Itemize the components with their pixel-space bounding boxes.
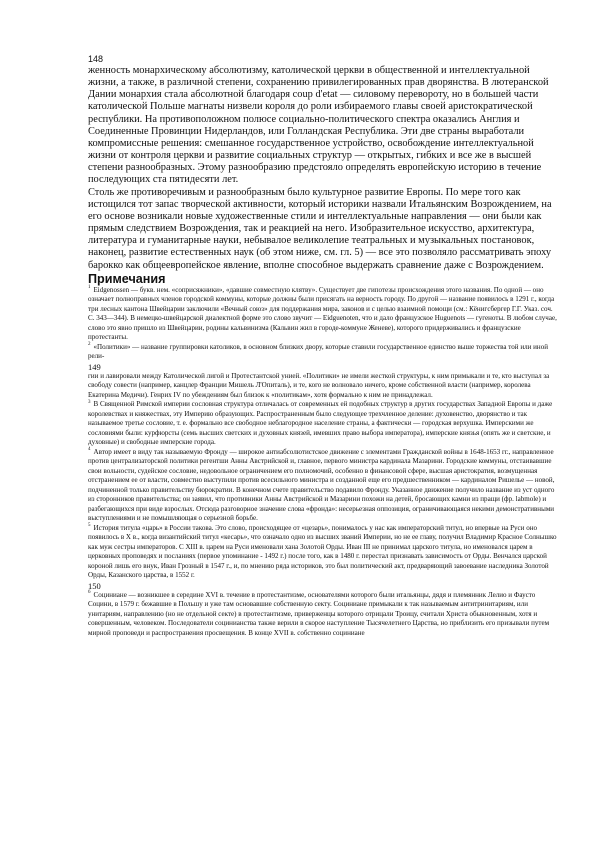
footnote-6: [88, 591, 560, 639]
footnote-2: [88, 343, 560, 362]
document-page: [88, 54, 560, 638]
footnote-text: История титула «царь» в России такова. Это слово, происходящее от «цезарь», понималось у нас как императорский титул, но впервые на Руси оно появилось в X в., когда византийский титул «кесарь», что означало одно из высших званий Империи, но не ее главу, получил Владимир Красное Солнышко как муж сестры императоров. С XIII в. царем на Руси именовали хана Золотой Орды. Иван III не принимал царского титула, но именовался царем в церковных проповедях и посланиях (первое упоминание - 1492 г.) после того, как в 1480 г. перестал признавать зависимость от Орды. Венчался царской короной лишь его внук, Иван Грозный в 1547 г., и, по мнению ряда историков, это был политический акт, предваряющий завоевание наследника Золотой Орды, Казанского царства, в 1552 г.: [88, 523, 557, 580]
page-number: 148: [88, 54, 104, 64]
footnote-marker: 4: [88, 447, 91, 453]
footnote-marker: 6: [88, 590, 91, 596]
footnote-4: [88, 448, 560, 524]
notes-section: [88, 286, 560, 639]
footnote-marker: 3: [88, 399, 91, 405]
footnote-5: [88, 524, 560, 581]
notes-heading: Примечания: [88, 271, 166, 286]
footnote-marker: 2: [88, 342, 91, 348]
footnote-text: Автор имеет в виду так называемую Фронду — широкое антиабсолютистское движение с элементами Гражданской войны в 1648-1653 гг., направленное против централизаторской политики регентши Анны Австрийской и, главное, первого министра кардинала Мазарини. Городские коммуны, отстаивавшие свои вольности, судейское сословие, недовольное ограничением его полномочий, особенно в финансовой сфере, высшая аристократия, возмущенная отстранением ее от власти, совместно выступили против всесильного министра и созданной еще его предшественником — кардиналом Ришелье — новой, подчиненной только правительству бюрократии. В конечном счете правительство подавило Фронду. Указанное движение получило название из уст одного из сторонников правительства; он заявил, что противники Анны Австрийской и Мазарини похожи на детей, бросающих камни из пращи (фр. labmole) и разбегающихся при виде взрослых. Отсюда разговорное значение слова «фронда»: несерьезная оппозиция, ограничивающаяся некими демонстративными выступлениями и не помышляющая о серьезной борьбе.: [88, 447, 555, 523]
footnote-text: Социниане — возникшее в середине XVI в. течение в протестантизме, основателями которого были итальянцы, дядя и племянник Лелио и Фаусто Социни, в 1579 г. бежавшие в Польшу и уже там основавшие собственную секту. Социниане примыкали к так называемым антитринитариям, или унитариям, направлению (но не отдельной секте) в протестантизме, приверженцы которого отрицали Троицу, считали Христа обыкновенным, хотя и совершенным, человеком. Последователи социнианства также верили в скорое наступление Тысячелетнего Царства, но приблизить его призывали путем мирной проповеди и распространения просвещения. В конце XVII в. собственно социниане: [88, 590, 550, 637]
page-number: 150: [88, 580, 101, 591]
footnote-1: [88, 286, 560, 343]
page-number: 149: [88, 361, 101, 372]
footnote-text: «Политики» — название группировки католиков, в основном близких двору, которые ставили государственное единство выше торжества той или иной рели-: [88, 342, 548, 361]
footnote-text: В Священной Римской империи сословная структура отличалась от современных ей подобных структур в других государствах Западной Европы и даже королевствах и княжествах, эту Империю образующих. Распространенным было следующее трехчленное деление: духовенство, дворянство и так называемое третье сословие, т. е. формально все свободное неблагородное население страны, а фактически — городская верхушка. Имперскими же сословиями были: курфюрсты (семь высших светских и духовных князей, имевших право выбора императора), имперские князья (опять же и светские, и духовные) и свободные имперские города.: [88, 400, 553, 447]
main-text: [88, 65, 560, 272]
footnote-marker: 1: [88, 285, 91, 291]
footnote-3: [88, 400, 560, 448]
footnote-2-continued: гии и лавировали между Католической лигой и Протестантской унией. «Политики» не имели жесткой структуры, к ним примыкали и те, кто выступал за свободу совести (например, канцлер Франции Мишель Л'Опиталь), и те, кого не волновало ничего, кроме собственной власти (например, королева Екатерина Медичи). Генрих IV по убеждениям был близок к «политикам», хотя формально к ним не принадлежал.: [88, 371, 550, 399]
main-paragraph: женность монархическому абсолютизму, католической церкви в общественной и интеллектуальной жизни, а также, в различной степени, сохранению привилегированных прав дворянства. В лютеранской Дании монархия стала абсолютной благодаря coup d'etat — силовому перевороту, но в большей части католической Польше магнаты низвели короля до роли избираемого главы своей аристократической республики. На противоположном полюсе социально-политического спектра оказались Англия и Соединенные Провинции Нидерландов, или Голландская Республика. Эти две страны выработали компромиссные решения: смешанное государственное устройство, освобождение интеллектуальной жизни от контроля церкви и развитие социальных структур — открытых, гибких и все же в высшей степени разнообразных. Этому разнообразию предстояло определять европейскую историю в течение последующих ста пятидесяти лет.: [88, 65, 549, 186]
footnote-text: Eidgenossen — букв. нем. «соприсяжники», «давшие совместную клятву». Существует две гипотезы происхождения этого названия. По одной — оно означает полноправных членов городской коммуны, которые должны были присягать на верность городу. По другой — название появилось в 1291 г., когда три лесных кантона Швейцарии заключили «Вечный союз» для поддержания мира, законов и с целью взаимной помощи (см.: Кёнигсбергер Г.Г. Указ. соч. С. 343—344). В немецко-швейцарской диалектной форме это слово звучит — Eidguenoten, что и дало французское Huguenots — гугеноты. В любом случае, слово это явно пришло из Швейцарии, родины кальвинизма (Кальвин жил в городе-коммуне Женеве), которого придерживались и французские протестанты.: [88, 285, 557, 342]
footnote-marker: 5: [88, 523, 91, 529]
main-paragraph: Столь же противоречивым и разнообразным было культурное развитие Европы. По мере того как истощился тот запас творческой активности, который историки назвали Итальянским Возрождением, на его основе возникали новые художественные стили и интеллектуальные направления — они были как прямым следствием Возрождения, так и реакцией на него. Изобразительное искусство, архитектура, литература и гуманитарные науки, небывалое великолепие театральных и музыкальных постановок, наконец, развитие естественных наук (об этом ниже, см. гл. 5) — все это позволяло рассматривать эпоху барокко как общеевропейское явление, вполне способное выдержать сравнение даже с Возрождением.: [88, 186, 552, 271]
